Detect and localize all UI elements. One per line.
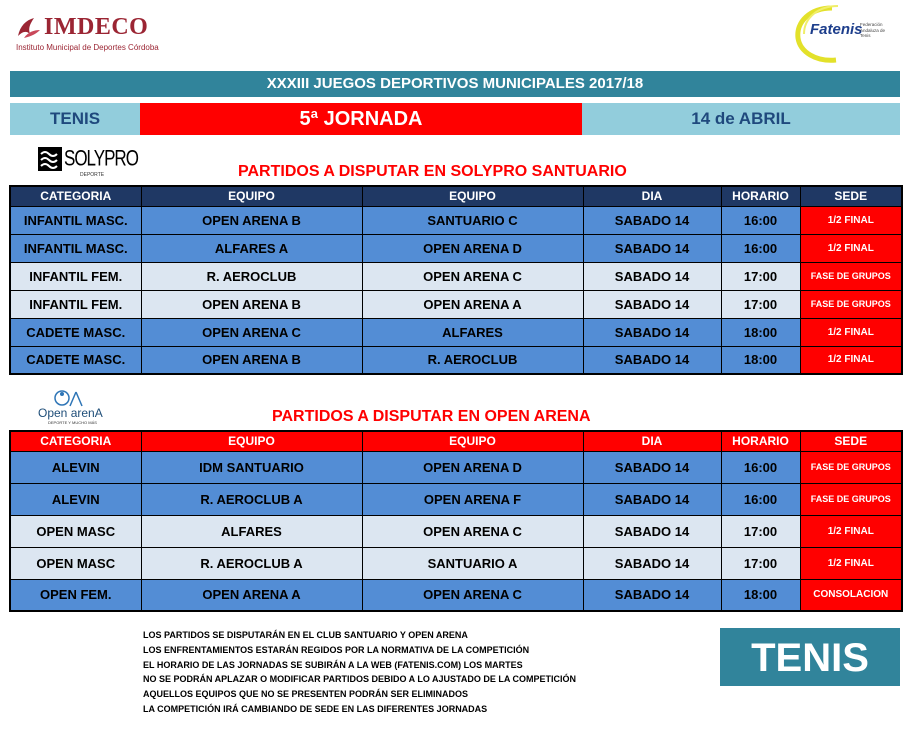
solypro-name: SOLYPRO [64, 146, 138, 171]
event-title: XXXIII JUEGOS DEPORTIVOS MUNICIPALES 2017/18 [10, 71, 900, 97]
table-row [10, 318, 902, 346]
cell-equipo-2: OPEN ARENA C [362, 262, 583, 290]
cell-sede: FASE DE GRUPOS [800, 451, 902, 483]
cell-categoria: INFANTIL FEM. [10, 290, 141, 318]
cell-sede: 1/2 FINAL [800, 234, 902, 262]
cell-dia: SABADO 14 [583, 515, 721, 547]
header-equipo: EQUIPO [362, 431, 583, 451]
cell-equipo-2: SANTUARIO C [362, 206, 583, 234]
fatenis-subtitle: Federación Andaluza de Tenis [860, 22, 886, 38]
cell-categoria: CADETE MASC. [10, 318, 141, 346]
cell-categoria: OPEN FEM. [10, 579, 141, 611]
cell-equipo-1: OPEN ARENA B [141, 290, 362, 318]
cell-horario: 17:00 [721, 547, 800, 579]
cell-sede: FASE DE GRUPOS [800, 262, 902, 290]
cell-equipo-1: ALFARES [141, 515, 362, 547]
cell-categoria: INFANTIL MASC. [10, 206, 141, 234]
table-row [10, 579, 902, 611]
header-categoria: CATEGORIA [10, 186, 141, 206]
cell-equipo-1: R. AEROCLUB A [141, 483, 362, 515]
cell-equipo-2: OPEN ARENA F [362, 483, 583, 515]
fatenis-logo [792, 4, 900, 64]
imdeco-emblem-icon [14, 14, 42, 42]
cell-dia: SABADO 14 [583, 451, 721, 483]
sport-label: TENIS [10, 103, 140, 135]
cell-equipo-2: OPEN ARENA C [362, 515, 583, 547]
cell-sede: FASE DE GRUPOS [800, 290, 902, 318]
cell-dia: SABADO 14 [583, 483, 721, 515]
cell-horario: 17:00 [721, 290, 800, 318]
fatenis-name: Fatenis [810, 21, 863, 38]
cell-horario: 16:00 [721, 483, 800, 515]
section-title-solypro: PARTIDOS A DISPUTAR EN SOLYPRO SANTUARIO [238, 163, 627, 180]
cell-horario: 18:00 [721, 346, 800, 374]
cell-categoria: OPEN MASC [10, 547, 141, 579]
header-sede: SEDE [800, 186, 902, 206]
solypro-subtitle: DEPORTE [80, 172, 105, 178]
header-equipo: EQUIPO [141, 186, 362, 206]
imdeco-name: IMDECO [44, 14, 149, 40]
table-row [10, 346, 902, 374]
note-line: LA COMPETICIÓN IRÁ CAMBIANDO DE SEDE EN LAS DIFERENTES JORNADAS [143, 703, 488, 714]
cell-dia: SABADO 14 [583, 290, 721, 318]
cell-dia: SABADO 14 [583, 318, 721, 346]
header-sede: SEDE [800, 431, 902, 451]
cell-categoria: ALEVIN [10, 483, 141, 515]
table-row [10, 547, 902, 579]
cell-sede: 1/2 FINAL [800, 206, 902, 234]
openarena-logo [36, 388, 116, 428]
header-equipo: EQUIPO [362, 186, 583, 206]
note-line: LOS ENFRENTAMIENTOS ESTARÁN REGIDOS POR LA NORMATIVA DE LA COMPETICIÓN [143, 644, 530, 655]
cell-horario: 16:00 [721, 451, 800, 483]
cell-sede: 1/2 FINAL [800, 346, 902, 374]
header-categoria: CATEGORIA [10, 431, 141, 451]
cell-horario: 18:00 [721, 579, 800, 611]
openarena-name: Open arenA [38, 406, 103, 420]
cell-dia: SABADO 14 [583, 579, 721, 611]
cell-horario: 17:00 [721, 515, 800, 547]
table-header-row [10, 431, 902, 451]
note-line: NO SE PODRÁN APLAZAR O MODIFICAR PARTIDOS DEBIDO A LO AJUSTADO DE LA COMPETICIÓN [143, 674, 577, 685]
cell-equipo-1: OPEN ARENA B [141, 206, 362, 234]
imdeco-logo [14, 12, 159, 54]
cell-categoria: ALEVIN [10, 451, 141, 483]
cell-equipo-2: OPEN ARENA A [362, 290, 583, 318]
section-title-openarena: PARTIDOS A DISPUTAR EN OPEN ARENA [272, 408, 591, 425]
header-equipo: EQUIPO [141, 431, 362, 451]
header-dia: DIA [583, 186, 721, 206]
imdeco-subtitle: Instituto Municipal de Deportes Córdoba [16, 43, 159, 52]
table-row [10, 206, 902, 234]
solypro-matches-table [9, 185, 903, 375]
cell-equipo-1: R. AEROCLUB A [141, 547, 362, 579]
solypro-logo [36, 144, 138, 180]
header-horario: HORARIO [721, 186, 800, 206]
cell-dia: SABADO 14 [583, 234, 721, 262]
table-row [10, 483, 902, 515]
table-row [10, 451, 902, 483]
cell-equipo-2: SANTUARIO A [362, 547, 583, 579]
cell-dia: SABADO 14 [583, 206, 721, 234]
cell-categoria: OPEN MASC [10, 515, 141, 547]
header-dia: DIA [583, 431, 721, 451]
cell-dia: SABADO 14 [583, 346, 721, 374]
cell-equipo-2: R. AEROCLUB [362, 346, 583, 374]
cell-equipo-1: OPEN ARENA B [141, 346, 362, 374]
cell-sede: 1/2 FINAL [800, 515, 902, 547]
table-row [10, 234, 902, 262]
cell-sede: FASE DE GRUPOS [800, 483, 902, 515]
cell-categoria: INFANTIL FEM. [10, 262, 141, 290]
openarena-matches-table [9, 430, 903, 612]
cell-equipo-1: ALFARES A [141, 234, 362, 262]
table-row [10, 515, 902, 547]
cell-horario: 16:00 [721, 234, 800, 262]
cell-equipo-2: OPEN ARENA D [362, 451, 583, 483]
table-header-row [10, 186, 902, 206]
cell-categoria: INFANTIL MASC. [10, 234, 141, 262]
cell-equipo-1: OPEN ARENA C [141, 318, 362, 346]
openarena-subtitle: DEPORTE Y MUCHO MÁS [48, 420, 97, 425]
cell-equipo-1: OPEN ARENA A [141, 579, 362, 611]
cell-dia: SABADO 14 [583, 547, 721, 579]
header-horario: HORARIO [721, 431, 800, 451]
date-label: 14 de ABRIL [582, 103, 900, 135]
cell-equipo-2: OPEN ARENA C [362, 579, 583, 611]
cell-sede: CONSOLACION [800, 579, 902, 611]
cell-equipo-2: ALFARES [362, 318, 583, 346]
cell-horario: 18:00 [721, 318, 800, 346]
table-row [10, 262, 902, 290]
table-row [10, 290, 902, 318]
cell-horario: 16:00 [721, 206, 800, 234]
cell-equipo-2: OPEN ARENA D [362, 234, 583, 262]
note-line: LOS PARTIDOS SE DISPUTARÁN EN EL CLUB SANTUARIO Y OPEN ARENA [143, 630, 468, 640]
cell-equipo-1: R. AEROCLUB [141, 262, 362, 290]
note-line: EL HORARIO DE LAS JORNADAS SE SUBIRÁN A LA WEB (FATENIS.COM) LOS MARTES [143, 659, 523, 670]
cell-horario: 17:00 [721, 262, 800, 290]
cell-sede: 1/2 FINAL [800, 547, 902, 579]
jornada-label: 5ª JORNADA [140, 103, 582, 135]
cell-sede: 1/2 FINAL [800, 318, 902, 346]
footer-sport-label: TENIS [720, 628, 900, 686]
note-line: AQUELLOS EQUIPOS QUE NO SE PRESENTEN PODRÁN SER ELIMINADOS [143, 689, 469, 700]
cell-categoria: CADETE MASC. [10, 346, 141, 374]
notes-list [143, 628, 576, 717]
cell-equipo-1: IDM SANTUARIO [141, 451, 362, 483]
cell-dia: SABADO 14 [583, 262, 721, 290]
